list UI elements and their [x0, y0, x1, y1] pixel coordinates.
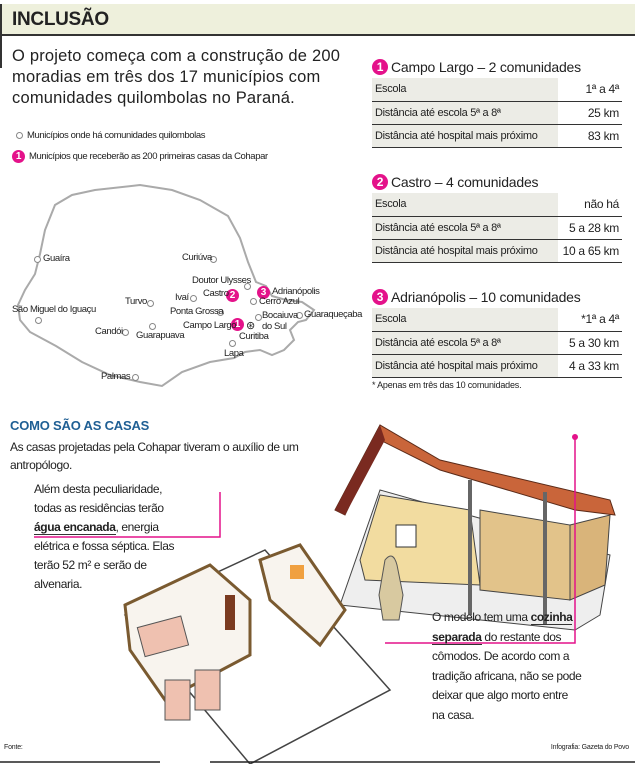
infrastructure-note: Além desta peculiaridade, todas as residências terão água encanada, energia elétrica e fossa séptica. Elas terão 52 m² e serão de alvenaria. — [34, 482, 175, 591]
legend-label: Municípios que receberão as 200 primeiras casas da Cohapar — [29, 151, 268, 162]
city-dot — [122, 329, 129, 336]
number-badge-icon: 1 — [372, 59, 388, 75]
row-value: 10 a 65 km — [558, 239, 622, 262]
city-label: Guaíra — [43, 253, 70, 264]
city-label: São Miguel do Iguaçu — [12, 304, 96, 315]
city-dot — [34, 256, 41, 263]
city-dot — [149, 323, 156, 330]
houses-lead: As casas projetadas pela Cohapar tiveram o auxílio de um antropólogo. — [10, 440, 299, 472]
row-value: 25 km — [558, 101, 622, 124]
city-dot — [35, 317, 42, 324]
intro-text: O projeto começa com a construção de 200 moradias em três dos 17 municípios com comunidades quilombolas no Paraná. — [12, 47, 341, 107]
row-label: Escola — [372, 78, 558, 101]
table-title: Campo Largo – 2 comunidades — [391, 59, 581, 75]
table-adrianopolis — [372, 286, 622, 390]
city-label: Doutor Ulysses — [192, 275, 251, 286]
highlight-text: cozinha separada — [432, 610, 573, 644]
table-row — [372, 354, 622, 377]
city-label: Lapa — [224, 348, 244, 359]
table-row — [372, 78, 622, 101]
city-label: Ivaí — [175, 292, 189, 303]
map-badge: 2 — [226, 289, 239, 302]
city-label: Castro — [203, 288, 229, 299]
table-note: * Apenas em três das 10 comunidades. — [372, 379, 522, 390]
city-label: Curiúva — [182, 252, 212, 263]
table-row — [372, 331, 622, 354]
table-title: Adrianópolis – 10 comunidades — [391, 289, 581, 305]
city-label: Curitiba — [239, 331, 269, 342]
city-dot — [147, 300, 154, 307]
highlight-text: água encanada — [34, 520, 116, 534]
city-label: Guaraqueçaba — [304, 309, 363, 320]
number-badge-icon: 2 — [372, 174, 388, 190]
number-badge-icon: 1 — [12, 150, 25, 163]
row-label: Escola — [372, 193, 558, 216]
row-value: 1ª a 4ª — [558, 78, 622, 101]
city-dot — [132, 374, 139, 381]
city-dot — [190, 295, 197, 302]
row-value: *1ª a 4ª — [558, 308, 622, 331]
city-label: Adrianópolis — [272, 286, 320, 297]
city-label: Guarapuava — [136, 330, 185, 341]
table-row — [372, 239, 622, 262]
row-label: Distância até escola 5ª a 8ª — [372, 216, 558, 239]
kitchen-note: O modelo tem uma cozinha separada do restante dos cômodos. De acordo com a tradição africana, não se pode deixar que algo morto entre na casa. — [432, 610, 582, 722]
state-outline — [18, 185, 314, 386]
row-value: não há — [558, 193, 622, 216]
row-label: Distância até hospital mais próximo — [372, 124, 558, 147]
table-row — [372, 216, 622, 239]
city-dot — [250, 298, 257, 305]
map-badge: 3 — [257, 286, 270, 299]
credit-label: Infografia: Gazeta do Povo — [550, 744, 629, 751]
city-label: Campo Largo — [183, 320, 237, 331]
row-value: 83 km — [558, 124, 622, 147]
table-row — [372, 124, 622, 147]
row-value: 5 a 30 km — [558, 331, 622, 354]
city-label: Turvo — [125, 296, 147, 307]
legend-label: Municípios onde há comunidades quilombolas — [27, 130, 206, 141]
table-row — [372, 193, 622, 216]
houses-heading: COMO SÃO AS CASAS — [10, 418, 150, 433]
map-badge: 1 — [231, 318, 244, 331]
table-row — [372, 308, 622, 331]
table-title: Castro – 4 comunidades — [391, 174, 539, 190]
city-dot — [229, 340, 236, 347]
city-label: Bocaiuva do Sul — [262, 310, 298, 332]
city-label: Candói — [95, 326, 123, 337]
city-label: Ponta Grossa — [170, 306, 224, 317]
source-label: Fonte: — [4, 744, 23, 751]
row-label: Distância até escola 5ª a 8ª — [372, 331, 558, 354]
table-campo-largo — [372, 56, 622, 148]
row-label: Distância até hospital mais próximo — [372, 239, 558, 262]
table-row — [372, 101, 622, 124]
city-dot — [255, 314, 262, 321]
house-exterior-illustration — [335, 425, 615, 630]
city-label: Palmas — [101, 371, 131, 382]
city-label: Cerro Azul — [259, 296, 300, 307]
capital-star-icon: ⊛ — [246, 320, 256, 332]
row-value: 4 a 33 km — [558, 354, 622, 377]
row-label: Distância até hospital mais próximo — [372, 354, 558, 377]
row-value: 5 a 28 km — [558, 216, 622, 239]
table-castro — [372, 171, 622, 263]
number-badge-icon: 3 — [372, 289, 388, 305]
row-label: Distância até escola 5ª a 8ª — [372, 101, 558, 124]
header-title: INCLUSÃO — [12, 9, 109, 30]
row-label: Escola — [372, 308, 558, 331]
